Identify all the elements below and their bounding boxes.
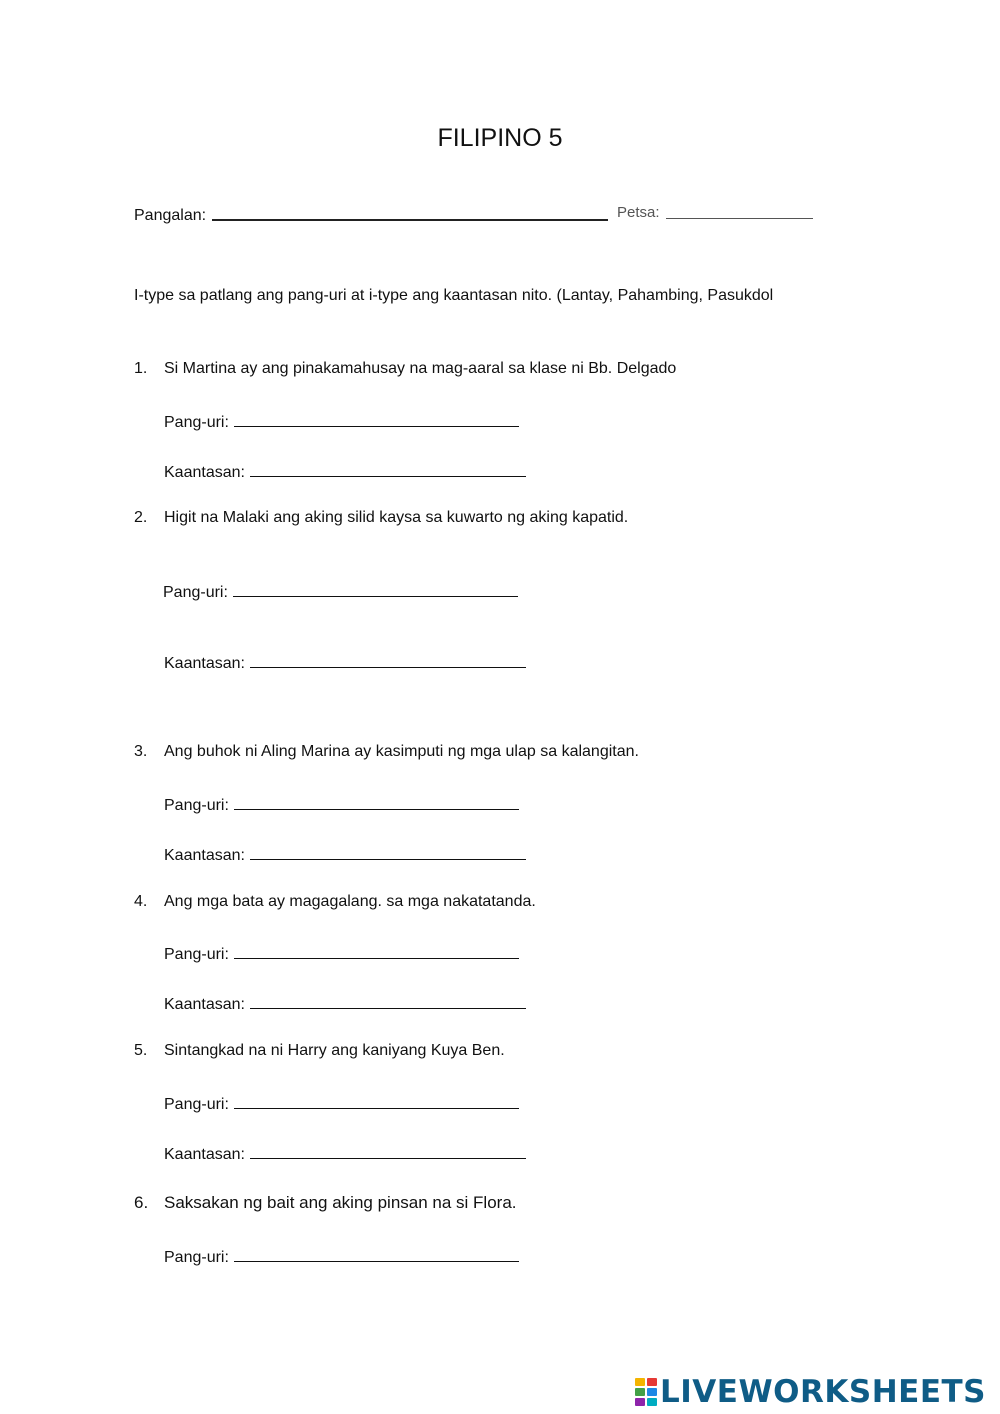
pang-uri-field[interactable] [234,1245,519,1262]
answer-row-pang-uri [163,580,518,602]
question-text: Saksakan ng bait ang aking pinsan na si Flora. [164,1193,517,1212]
pang-uri-label: Pang-uri: [164,1249,229,1266]
name-field[interactable] [212,219,608,221]
kaantasan-label: Kaantasan: [164,655,245,672]
kaantasan-field[interactable] [250,1142,526,1159]
kaantasan-field[interactable] [250,651,526,668]
pang-uri-field[interactable] [233,580,518,597]
kaantasan-label: Kaantasan: [164,464,245,481]
question-text: Ang buhok ni Aling Marina ay kasimputi ng mga ulap sa kalangitan. [164,743,639,760]
kaantasan-field[interactable] [250,992,526,1009]
liveworksheets-logo[interactable] [635,1374,986,1410]
brand-name: LIVEWORKSHEETS [660,1374,986,1410]
question-text: Higit na Malaki ang aking silid kaysa sa kuwarto ng aking kapatid. [164,509,629,526]
question-text: Si Martina ay ang pinakamahusay na mag-aaral sa klase ni Bb. Delgado [164,360,677,377]
pang-uri-field[interactable] [234,793,519,810]
kaantasan-label: Kaantasan: [164,847,245,864]
answer-row-kaantasan [164,843,526,865]
answer-row-pang-uri [164,1092,519,1114]
pang-uri-label: Pang-uri: [164,946,229,963]
pang-uri-label: Pang-uri: [164,414,229,431]
date-label: Petsa: [617,204,660,221]
answer-row-pang-uri [164,410,519,432]
pang-uri-field[interactable] [234,410,519,427]
date-field[interactable] [666,218,813,219]
question-number: 3. [134,743,148,760]
answer-row-kaantasan [164,1142,526,1164]
pang-uri-field[interactable] [234,1092,519,1109]
question-number: 2. [134,509,148,526]
answer-row-kaantasan [164,651,526,673]
question-text: Sintangkad na ni Harry ang kaniyang Kuya Ben. [164,1042,505,1059]
answer-row-pang-uri [164,942,519,964]
answer-row-pang-uri [164,1245,519,1267]
page-title: FILIPINO 5 [437,124,563,152]
kaantasan-label: Kaantasan: [164,1146,245,1163]
question-text: Ang mga bata ay magagalang. sa mga nakatatanda. [164,893,536,910]
instructions: I-type sa patlang ang pang-uri at i-type ang kaantasan nito. (Lantay, Pahambing, Pasukdol [134,287,774,304]
answer-row-kaantasan [164,992,526,1014]
question-number: 5. [134,1042,148,1059]
pang-uri-label: Pang-uri: [164,797,229,814]
liveworksheets-logo-icon [635,1378,657,1406]
question-number: 6. [134,1193,149,1212]
kaantasan-label: Kaantasan: [164,996,245,1013]
kaantasan-field[interactable] [250,460,526,477]
pang-uri-field[interactable] [234,942,519,959]
kaantasan-field[interactable] [250,843,526,860]
name-label: Pangalan: [134,207,207,224]
question-number: 4. [134,893,148,910]
answer-row-kaantasan [164,460,526,482]
pang-uri-label: Pang-uri: [163,584,228,601]
question-number: 1. [134,360,148,377]
answer-row-pang-uri [164,793,519,815]
pang-uri-label: Pang-uri: [164,1096,229,1113]
